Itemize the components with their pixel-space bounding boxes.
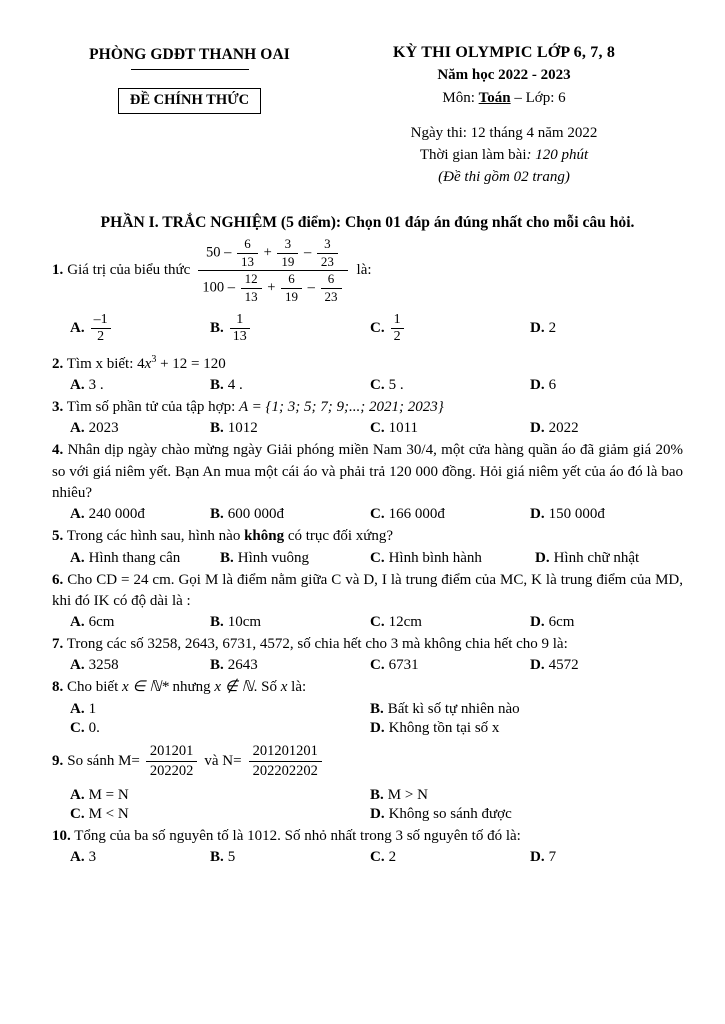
option-8-a-label: A. xyxy=(70,700,85,717)
subject-line xyxy=(323,90,685,107)
option-6-a-text: 6cm xyxy=(88,614,115,631)
option-4-d-text: 150 000đ xyxy=(548,506,605,523)
opt-c-num: 1 xyxy=(393,312,401,328)
option-6-a[interactable] xyxy=(70,614,210,631)
option-3-a-label: A. xyxy=(70,420,85,437)
question-4-text: Nhân dịp ngày chào mừng ngày Giải phóng miền Nam 30/4, một cửa hàng quần áo đã giảm giá 20% so với giá niêm yết. Bạn An mua một cái áo và phải trả 120 000 đồng. Hỏi giá niêm yết của áo đó là bao nhiêu? xyxy=(52,442,684,501)
option-2-b-text: 4 . xyxy=(227,377,243,394)
option-7-d-text: 4572 xyxy=(548,657,579,674)
question-10-options xyxy=(52,849,683,866)
option-7-d[interactable] xyxy=(530,657,650,674)
question-10 xyxy=(52,826,683,847)
exam-date: Ngày thi: 12 tháng 4 năm 2022 xyxy=(410,125,598,141)
option-8-a[interactable] xyxy=(70,701,370,718)
option-5-a[interactable] xyxy=(70,550,220,567)
question-5-emphasis: không xyxy=(244,528,285,545)
option-9-d-text: Không so sánh được xyxy=(388,805,512,822)
option-9-d-label: D. xyxy=(370,805,385,822)
option-10-a[interactable] xyxy=(70,849,210,866)
option-5-b-label: B. xyxy=(220,549,234,566)
question-8 xyxy=(52,677,683,698)
option-9-c-label: C. xyxy=(70,805,85,822)
opt-a-den: 2 xyxy=(91,328,111,345)
option-8-b-label: B. xyxy=(370,700,384,717)
dn2: 6 xyxy=(288,271,295,287)
official-badge: ĐỀ CHÍNH THỨC xyxy=(118,88,261,114)
question-2-expression xyxy=(137,353,226,372)
option-10-d[interactable] xyxy=(530,849,650,866)
option-1-d-text: 2 xyxy=(548,320,557,337)
dn1: 12 xyxy=(244,271,258,287)
question-7 xyxy=(52,634,683,655)
question-6-options xyxy=(52,614,683,631)
question-8-expr-a: x ∈ ℕ* xyxy=(122,679,169,696)
d1: 13 xyxy=(237,253,258,270)
opt-b-num: 1 xyxy=(236,312,244,328)
question-10-number: 10. xyxy=(52,827,71,844)
option-2-c-text: 5 . xyxy=(388,377,404,394)
option-3-c-text: 1011 xyxy=(388,420,419,437)
option-10-b-text: 5 xyxy=(227,848,236,865)
option-7-a-text: 3258 xyxy=(88,657,119,674)
denominator-lead: 100 – xyxy=(202,279,235,296)
option-3-a-text: 2023 xyxy=(88,420,119,437)
option-4-b[interactable] xyxy=(210,506,370,523)
option-7-b-label: B. xyxy=(210,657,224,674)
question-4-options xyxy=(52,506,683,523)
option-3-d-label: D. xyxy=(530,420,545,437)
subject-prefix: Môn xyxy=(442,90,471,106)
option-4-a-label: A. xyxy=(70,506,85,523)
n1: 6 xyxy=(244,236,251,252)
expression-denominator xyxy=(198,270,347,304)
option-5-c-label: C. xyxy=(370,549,385,566)
question-2-number: 2. xyxy=(52,355,64,372)
expr-rest: + 12 = 120 xyxy=(160,355,226,372)
opt-a-num: –1 xyxy=(93,312,108,328)
n-numerator: 201201201 xyxy=(252,742,318,759)
question-9-n-fraction xyxy=(249,743,322,781)
option-7-d-label: D. xyxy=(530,657,545,674)
numerator-term-1 xyxy=(237,237,258,269)
question-8-expr-b: x ∉ ℕ xyxy=(214,679,254,696)
question-3-options xyxy=(52,420,683,437)
exam-content xyxy=(0,214,725,866)
dd3: 23 xyxy=(321,288,342,305)
question-8-options-row-1 xyxy=(52,701,683,718)
option-1-a-label: A. xyxy=(70,320,85,337)
option-1-c-fraction xyxy=(391,312,404,344)
option-9-a-text: M = N xyxy=(88,786,129,803)
option-3-c[interactable] xyxy=(370,420,530,437)
option-2-d[interactable] xyxy=(530,377,650,394)
option-4-c[interactable] xyxy=(370,506,530,523)
option-9-c-text: M < N xyxy=(88,805,129,822)
document-header xyxy=(0,0,725,188)
question-9-number: 9. xyxy=(52,753,64,770)
opt-b-den: 13 xyxy=(230,328,250,345)
option-6-d-label: D. xyxy=(530,614,545,631)
option-7-b-text: 2643 xyxy=(227,657,258,674)
option-3-b[interactable] xyxy=(210,420,370,437)
option-4-b-label: B. xyxy=(210,506,224,523)
option-6-b-text: 10cm xyxy=(227,614,262,631)
option-7-a[interactable] xyxy=(70,657,210,674)
header-divider xyxy=(131,69,249,70)
question-8-text-b: nhưng xyxy=(172,679,211,696)
option-6-b-label: B. xyxy=(210,614,224,631)
grade-separator: – xyxy=(510,90,526,106)
question-7-text: Trong các số 3258, 2643, 6731, 4572, số chia hết cho 3 mà không chia hết cho 9 là: xyxy=(66,636,568,653)
option-5-a-label: A. xyxy=(70,549,85,566)
question-5-text-a: Trong các hình sau, hình nào xyxy=(66,528,241,545)
question-9-mid: và N= xyxy=(204,753,242,770)
expr-variable: x xyxy=(144,355,152,372)
option-2-a-text: 3 . xyxy=(88,377,104,394)
option-5-d[interactable] xyxy=(535,550,639,567)
option-4-c-text: 166 000đ xyxy=(388,506,445,523)
option-10-b[interactable] xyxy=(210,849,370,866)
question-5-text-b: có trục đối xứng? xyxy=(287,528,394,545)
option-8-c[interactable] xyxy=(70,720,370,737)
option-4-a[interactable] xyxy=(70,506,210,523)
exam-title: KỲ THI OLYMPIC LỚP 6, 7, 8 xyxy=(392,44,616,61)
question-8-text-a: Cho biết xyxy=(67,679,119,696)
question-1-text: Giá trị của biểu thức xyxy=(67,262,191,279)
option-10-b-label: B. xyxy=(210,848,224,865)
question-1-tail: là: xyxy=(356,262,372,279)
question-9 xyxy=(52,743,683,781)
option-5-b[interactable] xyxy=(220,550,370,567)
numerator-term-3 xyxy=(317,237,338,269)
option-7-c[interactable] xyxy=(370,657,530,674)
expr-coefficient: 4 xyxy=(137,355,145,372)
question-10-text: Tổng của ba số nguyên tố là 1012. Số nhỏ nhất trong 3 số nguyên tố đó là: xyxy=(74,827,521,844)
numerator-op-2: + xyxy=(263,244,272,261)
question-7-options xyxy=(52,657,683,674)
question-5-number: 5. xyxy=(52,528,64,545)
grade-value: 6 xyxy=(558,90,566,106)
question-8-text-c: . Số xyxy=(253,679,277,696)
grade-prefix: Lớp xyxy=(525,90,551,106)
question-7-number: 7. xyxy=(52,636,64,653)
option-3-b-label: B. xyxy=(210,420,224,437)
option-9-b[interactable] xyxy=(370,787,428,804)
dn3: 6 xyxy=(327,271,335,287)
option-1-b-label: B. xyxy=(210,320,224,337)
option-2-c[interactable] xyxy=(370,377,530,394)
option-3-c-label: C. xyxy=(370,420,385,437)
d3: 23 xyxy=(317,253,338,270)
question-4-number: 4. xyxy=(52,442,64,459)
option-10-d-label: D. xyxy=(530,848,545,865)
question-8-options-row-2 xyxy=(52,720,683,737)
question-1 xyxy=(52,237,683,304)
subject-colon: : xyxy=(470,90,479,106)
option-3-d-text: 2022 xyxy=(548,420,579,437)
question-3-number: 3. xyxy=(52,399,64,416)
option-6-c[interactable] xyxy=(370,614,530,631)
exam-duration xyxy=(323,145,685,167)
header-left-block xyxy=(62,44,317,114)
option-2-b-label: B. xyxy=(210,377,224,394)
question-2 xyxy=(52,353,683,375)
exam-meta xyxy=(323,123,685,188)
option-4-d[interactable] xyxy=(530,506,650,523)
option-1-d[interactable] xyxy=(530,312,650,344)
option-5-c[interactable] xyxy=(370,550,535,567)
department-name: PHÒNG GDĐT THANH OAI xyxy=(89,46,290,63)
option-7-b[interactable] xyxy=(210,657,370,674)
option-2-a[interactable] xyxy=(70,377,210,394)
school-year: Năm học 2022 - 2023 xyxy=(437,67,571,83)
question-6-number: 6. xyxy=(52,571,64,588)
dd2: 19 xyxy=(281,288,302,305)
option-1-d-label: D. xyxy=(530,320,545,337)
question-3 xyxy=(52,397,683,418)
option-9-b-label: B. xyxy=(370,786,384,803)
option-1-c[interactable] xyxy=(370,312,530,344)
option-6-c-label: C. xyxy=(370,614,385,631)
option-3-a[interactable] xyxy=(70,420,210,437)
option-4-c-label: C. xyxy=(370,506,385,523)
subject-name: Toán xyxy=(478,90,511,106)
option-6-b[interactable] xyxy=(210,614,370,631)
question-5 xyxy=(52,526,683,547)
option-4-a-text: 240 000đ xyxy=(88,506,145,523)
option-7-a-label: A. xyxy=(70,657,85,674)
question-1-options xyxy=(52,312,683,344)
option-1-c-label: C. xyxy=(370,320,385,337)
option-4-b-text: 600 000đ xyxy=(227,506,285,523)
denominator-term-1 xyxy=(241,272,262,304)
question-4 xyxy=(52,440,683,504)
d2: 19 xyxy=(277,253,298,270)
pages-note: (Đề thi gồm 02 trang) xyxy=(438,168,570,185)
question-8-number: 8. xyxy=(52,679,64,696)
option-10-c-text: 2 xyxy=(388,848,397,865)
n3: 3 xyxy=(324,236,331,252)
m-denominator: 202202 xyxy=(146,761,198,780)
duration-label: Thời gian làm bài xyxy=(419,146,527,163)
question-9-m-fraction xyxy=(146,743,198,781)
option-5-d-label: D. xyxy=(535,549,550,566)
question-6 xyxy=(52,570,683,613)
option-7-c-label: C. xyxy=(370,657,385,674)
expr-exponent: 3 xyxy=(151,353,157,365)
opt-c-den: 2 xyxy=(391,328,404,345)
option-6-d[interactable] xyxy=(530,614,650,631)
question-9-options-row-2 xyxy=(52,806,683,823)
option-5-b-text: Hình vuông xyxy=(237,549,310,566)
option-1-a-fraction xyxy=(91,312,111,344)
option-10-a-label: A. xyxy=(70,848,85,865)
question-5-options xyxy=(52,550,683,567)
numerator-lead: 50 – xyxy=(205,244,232,261)
numerator-term-2 xyxy=(277,237,298,269)
option-9-c[interactable] xyxy=(70,806,370,823)
option-2-b[interactable] xyxy=(210,377,370,394)
question-3-text: Tìm số phần tử của tập hợp: xyxy=(66,399,236,416)
option-2-c-label: C. xyxy=(370,377,385,394)
option-2-d-label: D. xyxy=(530,377,545,394)
grade-colon: : xyxy=(550,90,559,106)
option-9-b-text: M > N xyxy=(387,786,428,803)
option-9-d[interactable] xyxy=(370,806,512,823)
option-8-a-text: 1 xyxy=(88,700,97,717)
option-8-c-label: C. xyxy=(70,719,85,736)
option-10-a-text: 3 xyxy=(88,848,97,865)
option-1-b-fraction xyxy=(230,312,250,344)
option-4-d-label: D. xyxy=(530,506,545,523)
section-title: PHẦN I. TRẮC NGHIỆM (5 điểm): Chọn 01 đáp án đúng nhất cho mỗi câu hỏi. xyxy=(100,214,635,232)
option-5-c-text: Hình bình hành xyxy=(388,549,482,566)
m-numerator: 201201 xyxy=(149,742,194,759)
option-8-d-label: D. xyxy=(370,719,385,736)
option-2-a-label: A. xyxy=(70,377,85,394)
question-9-options-row-1 xyxy=(52,787,683,804)
option-3-b-text: 1012 xyxy=(227,420,258,437)
option-9-a-label: A. xyxy=(70,786,85,803)
option-5-a-text: Hình thang cân xyxy=(88,549,181,566)
option-3-d[interactable] xyxy=(530,420,650,437)
option-10-c-label: C. xyxy=(370,848,385,865)
option-1-a[interactable] xyxy=(70,312,210,344)
question-1-expression xyxy=(198,237,347,304)
question-6-text: Cho CD = 24 cm. Gọi M là điểm nằm giữa C và D, I là trung điểm của MC, K là trung điểm của MD, khi đó IK có độ dài là : xyxy=(52,571,684,609)
duration-colon: : xyxy=(526,146,536,163)
duration-value: 120 phút xyxy=(535,146,589,163)
option-8-c-text: 0. xyxy=(88,719,100,736)
question-1-number: 1. xyxy=(52,262,64,279)
option-6-c-text: 12cm xyxy=(388,614,422,631)
n2: 3 xyxy=(284,236,292,252)
denominator-op-2: + xyxy=(267,279,276,296)
header-right-block xyxy=(317,44,685,188)
option-2-d-text: 6 xyxy=(548,377,557,394)
question-3-set: A = {1; 3; 5; 7; 9;...; 2021; 2023} xyxy=(239,399,444,416)
option-7-c-text: 6731 xyxy=(388,657,419,674)
question-9-text: So sánh M= xyxy=(67,753,140,770)
denominator-term-2 xyxy=(281,272,302,304)
option-1-b[interactable] xyxy=(210,312,370,344)
option-10-d-text: 7 xyxy=(548,848,557,865)
option-8-d-text: Không tồn tại số x xyxy=(388,719,500,736)
option-9-a[interactable] xyxy=(70,787,370,804)
option-6-d-text: 6cm xyxy=(548,614,575,631)
denominator-term-3 xyxy=(321,272,342,304)
option-8-b[interactable] xyxy=(370,701,520,718)
option-5-d-text: Hình chữ nhật xyxy=(553,549,640,566)
question-8-expr-c: x xyxy=(280,679,288,696)
option-10-c[interactable] xyxy=(370,849,530,866)
option-8-d[interactable] xyxy=(370,720,499,737)
option-8-b-text: Bất kì số tự nhiên nào xyxy=(387,700,520,717)
question-2-text: Tìm x biết: xyxy=(66,355,134,372)
question-8-text-d: là: xyxy=(291,679,307,696)
question-2-options xyxy=(52,377,683,394)
denominator-op-3: – xyxy=(307,279,315,296)
option-6-a-label: A. xyxy=(70,614,85,631)
n-denominator: 202202202 xyxy=(249,761,322,780)
dd1: 13 xyxy=(241,288,262,305)
numerator-op-3: – xyxy=(304,244,312,261)
expression-numerator xyxy=(198,237,347,270)
